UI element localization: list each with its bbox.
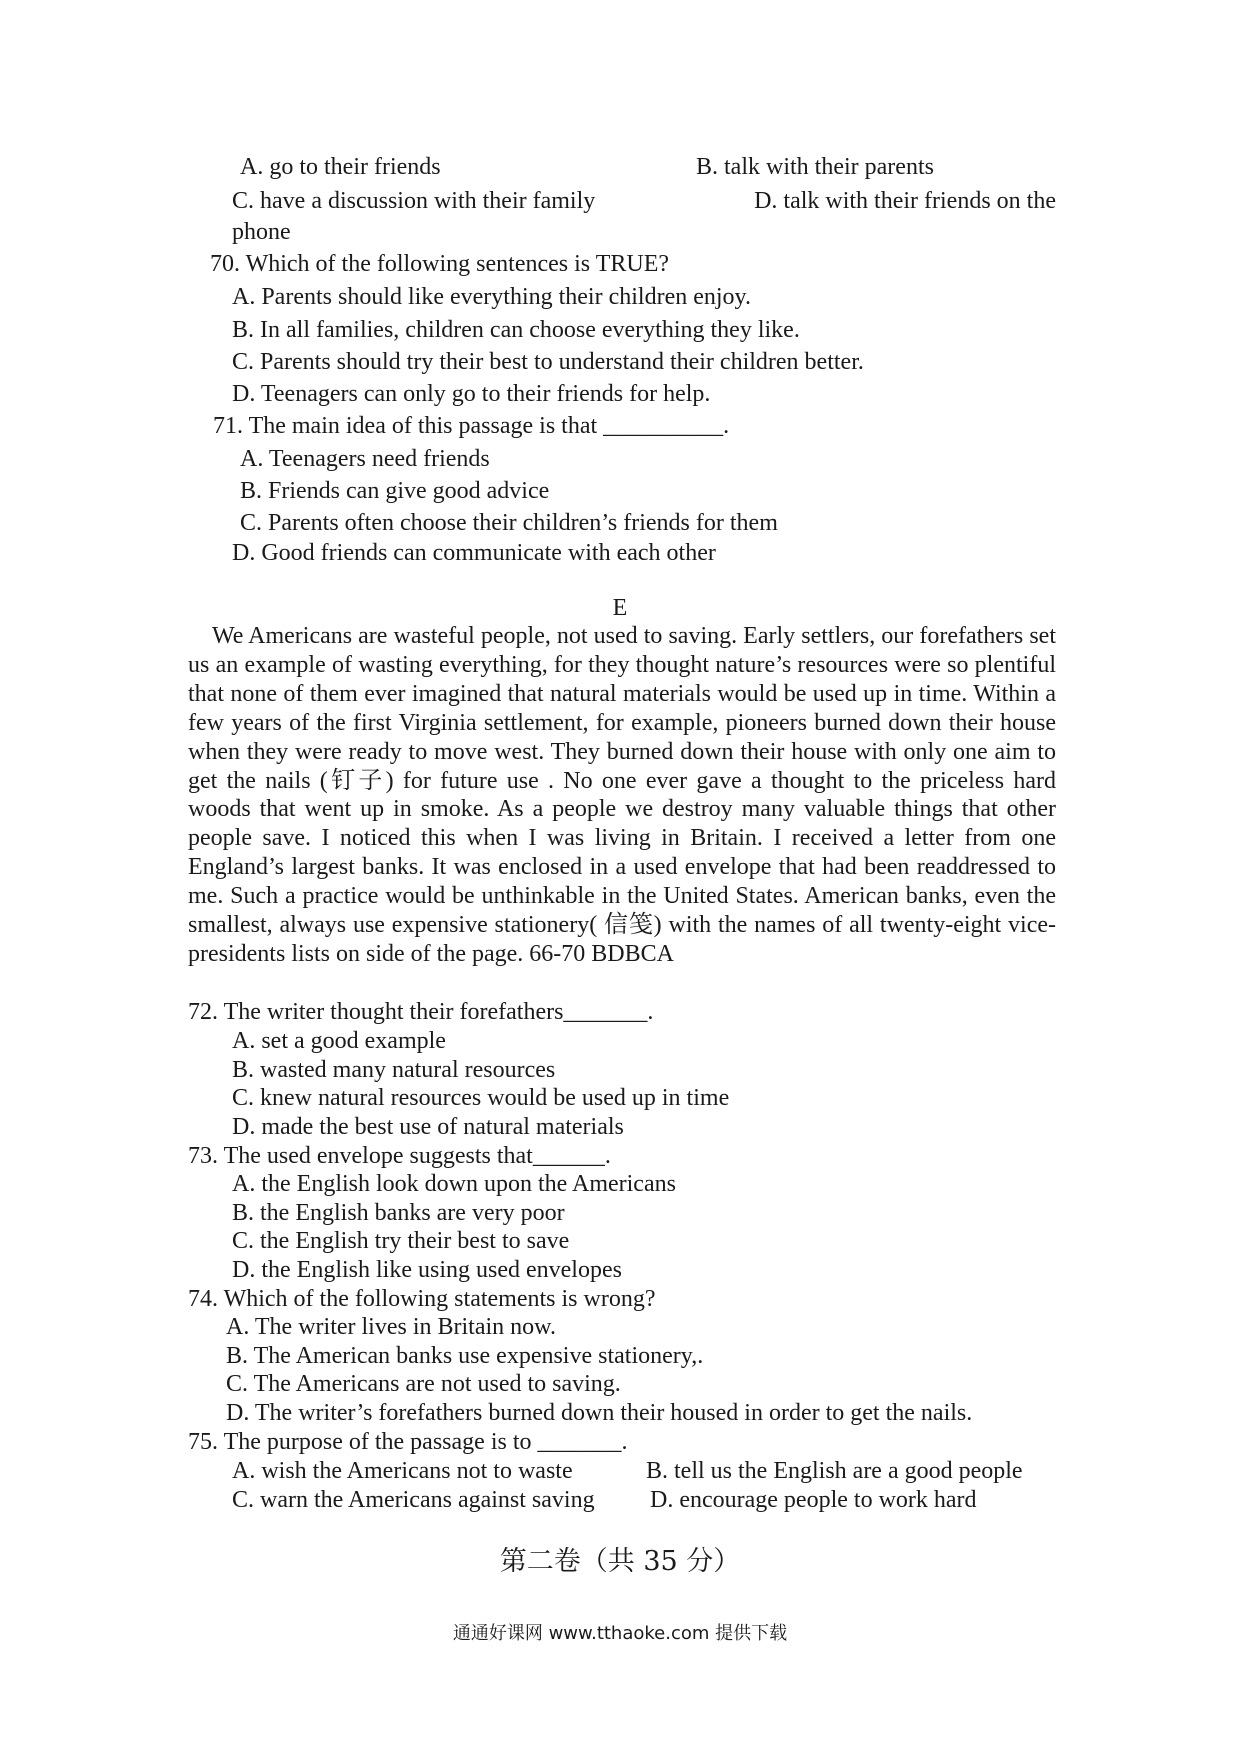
q75-option-c: C. warn the Americans against saving bbox=[232, 1487, 595, 1513]
q71-option-c: C. Parents often choose their children’s friends for them bbox=[240, 510, 778, 536]
q70-stem: 70. Which of the following sentences is TRUE? bbox=[210, 251, 670, 277]
q75-stem: 75. The purpose of the passage is to _______. bbox=[188, 1429, 628, 1455]
q75-option-b: B. tell us the English are a good people bbox=[646, 1458, 1023, 1484]
q71-option-b: B. Friends can give good advice bbox=[240, 478, 550, 504]
q72-option-d: D. made the best use of natural materials bbox=[232, 1114, 624, 1140]
q74-option-d: D. The writer’s forefathers burned down their housed in order to get the nails. bbox=[226, 1400, 973, 1426]
q74-option-b: B. The American banks use expensive stationery,. bbox=[226, 1343, 704, 1369]
q69-option-d-continued: phone bbox=[232, 219, 291, 245]
q72-option-c: C. knew natural resources would be used up in time bbox=[232, 1085, 730, 1111]
q70-option-b: B. In all families, children can choose everything they like. bbox=[232, 317, 800, 343]
q73-stem: 73. The used envelope suggests that______. bbox=[188, 1143, 611, 1169]
q75-option-a: A. wish the Americans not to waste bbox=[232, 1458, 573, 1484]
q74-option-a: A. The writer lives in Britain now. bbox=[226, 1314, 556, 1340]
q75-option-d: D. encourage people to work hard bbox=[650, 1487, 977, 1513]
q70-option-d: D. Teenagers can only go to their friends for help. bbox=[232, 381, 711, 407]
q73-option-b: B. the English banks are very poor bbox=[232, 1200, 565, 1226]
q70-option-c: C. Parents should try their best to understand their children better. bbox=[232, 349, 864, 375]
q74-option-c: C. The Americans are not used to saving. bbox=[226, 1371, 621, 1397]
q72-option-a: A. set a good example bbox=[232, 1028, 446, 1054]
q73-option-a: A. the English look down upon the Americans bbox=[232, 1171, 676, 1197]
q69-option-b: B. talk with their parents bbox=[696, 154, 934, 180]
q73-option-c: C. the English try their best to save bbox=[232, 1228, 570, 1254]
q71-option-a: A. Teenagers need friends bbox=[240, 446, 490, 472]
q72-option-b: B. wasted many natural resources bbox=[232, 1057, 556, 1083]
q71-option-d: D. Good friends can communicate with each other bbox=[232, 540, 716, 566]
section-title: 第二卷（共 35 分） bbox=[499, 1546, 741, 1577]
q69-option-c: C. have a discussion with their family bbox=[232, 188, 596, 214]
q73-option-d: D. the English like using used envelopes bbox=[232, 1257, 622, 1283]
q69-option-a: A. go to their friends bbox=[240, 154, 441, 180]
q70-option-a: A. Parents should like everything their children enjoy. bbox=[232, 284, 751, 310]
page-footer: 通通好课网 www.tthaoke.com 提供下载 bbox=[452, 1623, 788, 1644]
q71-stem: 71. The main idea of this passage is that __________. bbox=[213, 413, 730, 439]
passage-heading: E bbox=[612, 595, 628, 621]
q74-stem: 74. Which of the following statements is wrong? bbox=[188, 1286, 656, 1312]
passage-text: We Americans are wasteful people, not used to saving. Early settlers, our forefathers set us an example of wasting everything, for they thought nature’s resources were so plentiful that none of them ever imagined that natural materials would be used up in time. Within a few years of the first Virginia settlement, for example, pioneers burned down their house when they were ready to move west. They burned down their house with only one aim to get the nails (钉子) for future use . No one ever gave a thought to the priceless hard woods that went up in smoke. As a people we destroy many valuable things that other people save. I noticed this when I was living in Britain. I received a letter from one England’s largest banks. It was enclosed in a used envelope that had been readdressed to me. Such a practice would be unthinkable in the United States. American banks, even the smallest, always use expensive stationery( 信笺) with the names of all twenty-eight vice-presidents lists on side of the page. 66-70 BDBCA bbox=[188, 623, 1056, 967]
q69-option-cd-row bbox=[232, 185, 1056, 218]
q69-option-d: D. talk with their friends on the bbox=[754, 188, 1056, 214]
q72-stem: 72. The writer thought their forefathers_______. bbox=[188, 999, 654, 1025]
